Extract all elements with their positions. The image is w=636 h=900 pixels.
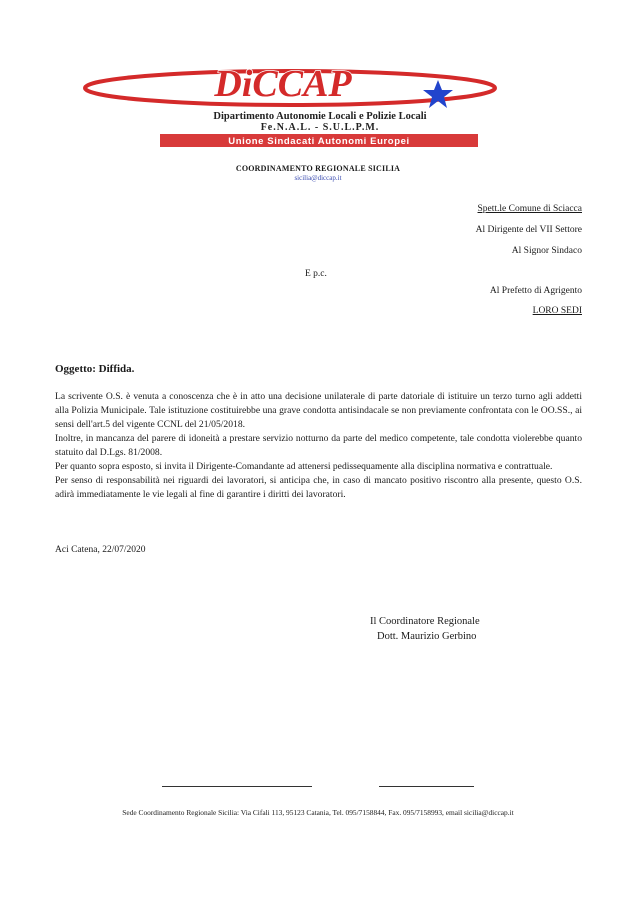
recipient-comune: Spett.le Comune di Sciacca xyxy=(477,204,582,214)
signature-role: Il Coordinatore Regionale xyxy=(370,616,480,627)
body-paragraph: Per senso di responsabilità nei riguardi dei lavoratori, si anticipa che, in caso di mancato positivo riscontro alla presente, questo O.S. adirà immediatamente le vie legali al fine di garantire i diritti dei lavoratori. xyxy=(55,475,582,500)
recipient-dirigente: Al Dirigente del VII Settore xyxy=(475,225,582,235)
logo-wordmark: DiCCAP xyxy=(214,63,352,105)
coordination-email[interactable]: sicilia@diccap.it xyxy=(294,174,342,182)
cc-prefetto: Al Prefetto di Agrigento xyxy=(489,286,582,296)
body-paragraph: Per quanto sopra esposto, si invita il Dirigente-Comandante ad attenersi pedissequamente alla disciplina normativa e contrattuale. xyxy=(55,461,553,472)
signature-name: Dott. Maurizio Gerbino xyxy=(377,631,477,642)
letter-body xyxy=(55,390,582,502)
body-paragraph: La scrivente O.S. è venuta a conoscenza che è in atto una decisione unilaterale di parte datoriale di istituire un terzo turno agli addetti alla Polizia Municipale. Tale istituzione costituirebbe una grave condotta antisindacale se non previamente confrontata con le OO.SS., ai sensi dell'art.5 del vigente CCNL del 21/05/2018. xyxy=(55,391,582,430)
logo-federation: Fe.N.A.L. - S.U.L.P.M. xyxy=(260,122,380,133)
footer-address: Sede Coordinamento Regionale Sicilia: Via Cifali 113, 95123 Catania, Tel. 095/7158844, Fax. 095/7158993, email sicilia@diccap.it xyxy=(122,808,514,817)
signature-block xyxy=(370,614,480,644)
place-date: Aci Catena, 22/07/2020 xyxy=(55,545,146,555)
cc-loro-sedi: LORO SEDI xyxy=(532,306,582,316)
logo-department: Dipartimento Autonomie Locali e Polizie Locali xyxy=(213,111,427,122)
logo-star-icon xyxy=(423,80,453,108)
body-paragraph: Inoltre, in mancanza del parere di idoneità a prestare servizio notturno da parte del medico competente, tale condotta violerebbe quanto statuito dal D.Lgs. 81/2008. xyxy=(55,433,582,458)
signature-line-left xyxy=(162,786,312,787)
subject: Oggetto: Diffida. xyxy=(55,363,135,375)
coordination-title: COORDINAMENTO REGIONALE SICILIA xyxy=(235,164,401,173)
logo-banner-text: Unione Sindacati Autonomi Europei xyxy=(228,136,410,147)
signature-line-right xyxy=(379,786,474,787)
recipient-sindaco: Al Signor Sindaco xyxy=(511,246,582,256)
diccap-logo xyxy=(80,60,500,150)
epc-label: E p.c. xyxy=(305,269,327,279)
